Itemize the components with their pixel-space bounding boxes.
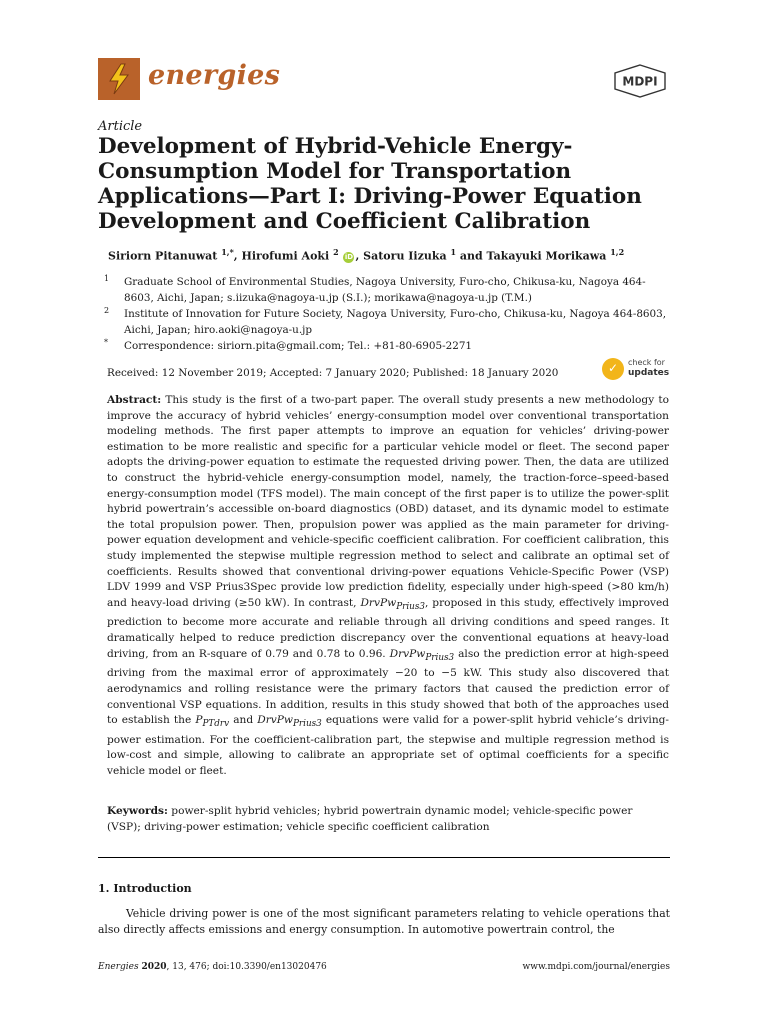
correspondence: * Correspondence: siriorn.pita@gmail.com; Tel.: +81-80-6905-2271 bbox=[104, 338, 473, 352]
abstract: Abstract: This study is the first of a two-part paper. The overall study presents a new methodology to improve the accuracy of hybrid vehicles’ energy-consumption model over conventional transportation modeling methods. The first paper attempts to improve an equation for vehicles’ driving-power estimation to be more realistic and specific for a particular vehicle model or fleet. The second paper adopts the driving-power equation to estimate the requested driving power. Then, the data are utilized to construct the hybrid-vehicle energy-consumption model, namely, the traction-force–speed-based energy-consumption model (TFS model). The main concept of the first paper is to utilize the power-split hybrid powertrain’s accessible on-board diagnostics (OBD) dataset, and its dynamic model to estimate the total propulsion power. Then, propulsion power was applied as the main parameter for driving-power equation development and vehicle-specific coefficient calibration. For coefficient calibration, this study implemented the stepwise multiple regression method to select and calibrate an optimal set of coefficients. Results showed that conventional driving-power equations Vehicle-Specific Power (VSP) LDV 1999 and VSP Prius3Spec provide low prediction fidelity, especially under high-speed (>80 km/h) and heavy-load driving (≥50 kW). In contrast, DrvPw$_{Prius3}$, proposed in this study, effectively improved prediction to become more accurate and reliable through all driving conditions and speed ranges. It dramatically helped to reduce prediction discrepancy over the conventional equations at heavy-load driving, from an R-square of 0.79 and 0.78 to 0.96. DrvPw$_{Prius3}$ also the prediction error at high-speed driving from the maximal error of approximately −20 to −5 kW. This study also discovered that aerodynamics and rolling resistance were the primary factors that caused the prediction error of conventional VSP equations. In addition, results in this study showed that both of the approaches used to establish the $P_{PTdrv}$ and DrvPw$_{Prius3}$ equations were valid for a power-split hybrid vehicle’s driving-power estimation. For the coefficient-calibration part, the stepwise and multiple regression method is low-cost and simple, allowing to calibrate an appropriate set of optimal coefficients for a specific vehicle model or fleet. bbox=[107, 394, 670, 777]
article-type: Article bbox=[98, 119, 143, 134]
author-name: Siriorn Pitanuwat bbox=[108, 249, 218, 263]
journal-name: energies bbox=[148, 60, 281, 91]
check-for-updates-badge[interactable]: ✓ check for updates bbox=[602, 356, 672, 382]
author-name: Hirofumi Aoki bbox=[241, 249, 330, 263]
orcid-icon[interactable]: iD bbox=[344, 252, 354, 261]
section-heading: 1. Introduction bbox=[98, 882, 192, 895]
footer-citation: Energies 2020, 13, 476; doi:10.3390/en13020476 bbox=[98, 962, 327, 972]
author-affil-mark: 1 bbox=[450, 247, 457, 257]
keywords: Keywords: power-split hybrid vehicles; hybrid powertrain dynamic model; vehicle-specific power (VSP); driving-power estimation; vehicle specific coefficient calibration bbox=[107, 805, 633, 833]
author-name: Takayuki Morikawa bbox=[486, 249, 607, 263]
mdpi-logo-text: MDPI bbox=[622, 74, 658, 89]
introduction-paragraph: Vehicle driving power is one of the most significant parameters relating to vehicle operations that also directly affects emissions and energy consumption. In automotive powertrain control, the bbox=[98, 907, 670, 936]
section-divider bbox=[98, 857, 670, 858]
affiliation-item: 1 Graduate School of Environmental Studies, Nagoya University, Furo-cho, Chikusa-ku, Nagoya 464-8603, Aichi, Japan; s.iizuka@nagoya-u.jp (S.I.); morikawa@nagoya-u.jp (T.M.) bbox=[104, 274, 646, 304]
keywords-label: Keywords: bbox=[107, 805, 168, 817]
journal-logo-icon bbox=[98, 58, 140, 100]
author-affil-mark: 1,* bbox=[221, 247, 234, 257]
author-name: Satoru Iizuka bbox=[363, 249, 447, 263]
author-list: Siriorn Pitanuwat $^{1,*}$, Hirofumi Aoki $^2$ iD , Satoru Iizuka $^1$ and Takayuki Morikawa $^{1,2}$ bbox=[108, 247, 625, 263]
author-affil-mark: 1,2 bbox=[610, 247, 625, 257]
author-affil-mark: 2 bbox=[333, 247, 339, 257]
abstract-label: Abstract: bbox=[107, 394, 162, 406]
paper-title: Development of Hybrid-Vehicle Energy-Consumption Model for Transportation Applications—Part I: Driving-Power Equation Development and Coefficient Calibration bbox=[98, 134, 642, 234]
publication-dates: Received: 12 November 2019; Accepted: 7 January 2020; Published: 18 January 2020 bbox=[107, 367, 559, 379]
footer-journal-url[interactable]: www.mdpi.com/journal/energies bbox=[522, 962, 670, 972]
check-for-updates-icon: ✓ bbox=[602, 358, 624, 380]
affiliations bbox=[104, 274, 674, 354]
mdpi-logo-icon bbox=[612, 64, 668, 98]
affiliation-item: 2 Institute of Innovation for Future Society, Nagoya University, Furo-cho, Chikusa-ku, Nagoya 464-8603, Aichi, Japan; hiro.aoki@nagoya-u.jp bbox=[104, 306, 667, 336]
